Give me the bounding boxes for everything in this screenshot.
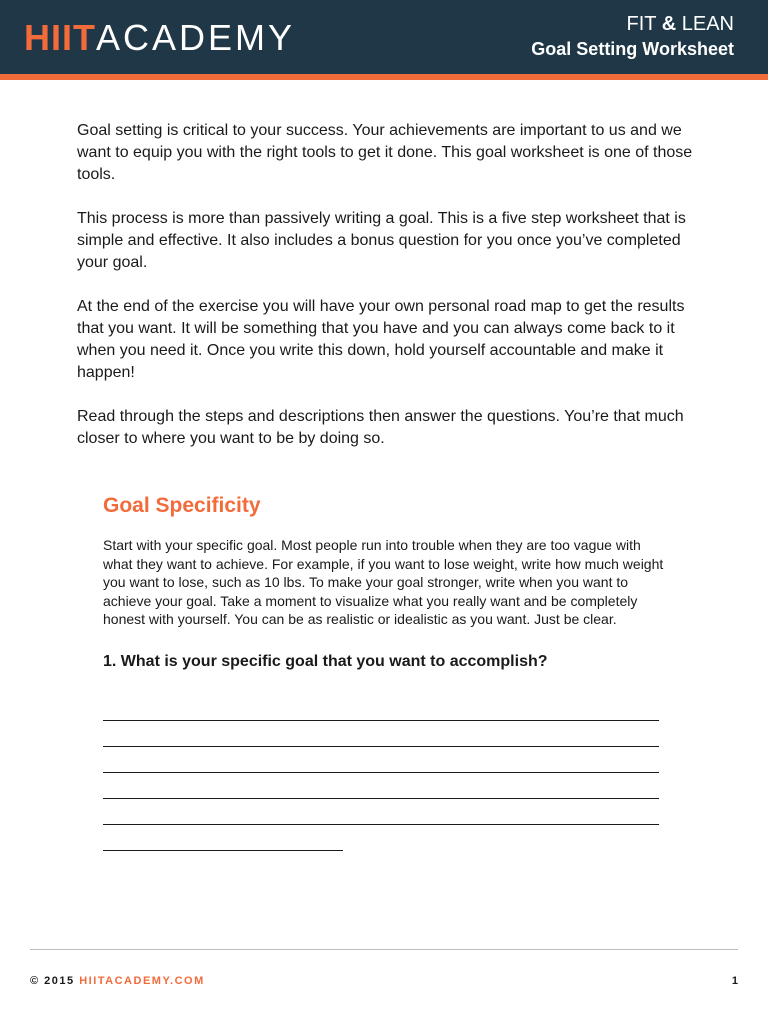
worksheet-title: Goal Setting Worksheet [531,39,734,59]
answer-line-2[interactable] [103,721,659,747]
hiit-academy-logo [24,18,295,58]
intro-paragraph: Goal setting is critical to your success. Your achievements are important to us and we want to equip you with the right tools to get it done. This goal worksheet is one of those tools. [77,122,693,183]
intro-text [77,120,707,472]
page-header [0,0,768,74]
program-name-ampersand: & [661,13,677,35]
question-1: 1. What is your specific goal that you want to accomplish? [103,652,548,670]
header-titles [531,12,734,62]
program-name-fit: FIT [626,13,657,35]
copyright-text: © 2015 [30,975,75,987]
logo-hiit-text: HIIT [24,17,96,58]
program-name-lean: LEAN [681,13,734,35]
logo-academy-text: ACADEMY [96,17,296,58]
program-name [531,12,734,36]
goal-specificity-section [103,492,673,851]
page-number: 1 [731,975,738,987]
section-title: Goal Specificity [103,494,261,517]
intro-paragraph: At the end of the exercise you will have your own personal road map to get the results that you want. It will be something that you have and you can always come back to it when you need it. Once you write this down, hold yourself accountable and make it happen! [77,298,685,381]
intro-paragraph: This process is more than passively writing a goal. This is a five step worksheet that is simple and effective. It also includes a bonus question for you once you’ve completed your goal. [77,210,686,271]
answer-line-3[interactable] [103,747,659,773]
answer-line-6[interactable] [103,825,343,851]
footer-copyright [30,975,205,987]
intro-paragraph: Read through the steps and descriptions then answer the questions. You’re that much closer to where you want to be by doing so. [77,408,684,447]
answer-line-4[interactable] [103,773,659,799]
answer-line-5[interactable] [103,799,659,825]
website-link[interactable]: HIITACADEMY.COM [79,975,205,987]
header-accent-stripe [0,74,768,80]
answer-line-1[interactable] [103,695,659,721]
footer-divider [30,949,738,950]
section-description: Start with your specific goal. Most people run into trouble when they are too vague with what they want to achieve. For example, if you want to lose weight, write how much weight you want to lose, such as 10 lbs. To make your goal stronger, write when you want to achieve your goal. Take a moment to visualize what you really want and be completely honest with yourself. You can be as realistic or idealistic as you want. Just be clear. [103,537,664,627]
